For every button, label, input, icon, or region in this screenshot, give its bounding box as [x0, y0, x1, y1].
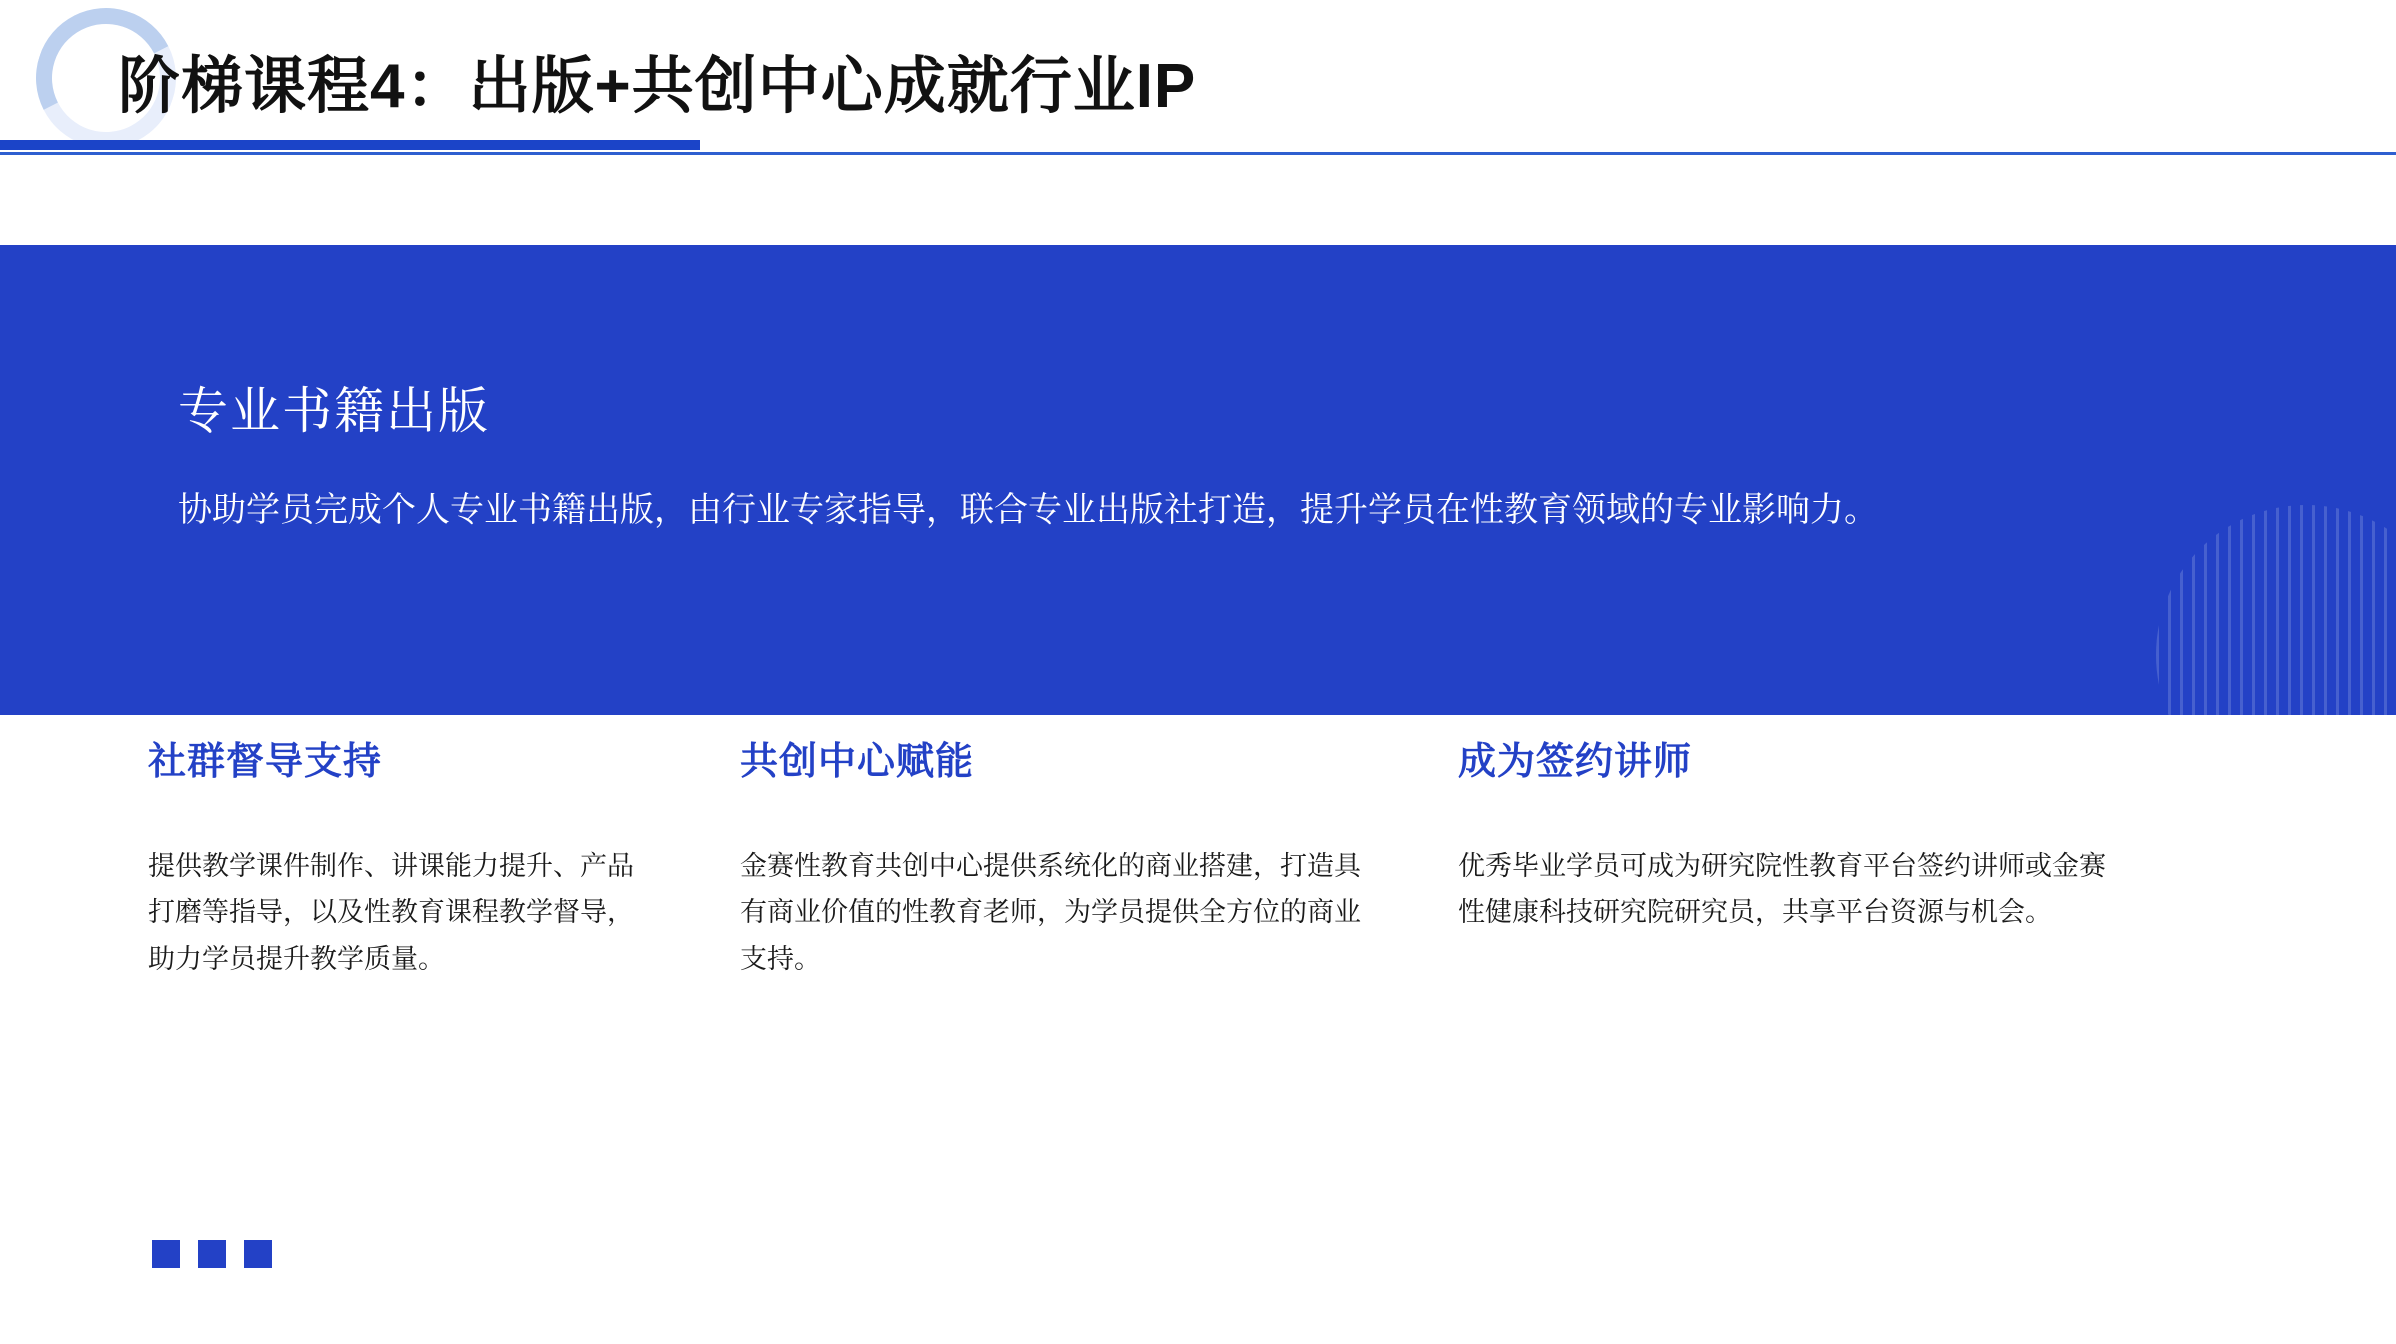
hero-title: 专业书籍出版	[178, 382, 490, 439]
feature-column-body: 优秀毕业学员可成为研究院性教育平台签约讲师或金赛性健康科技研究院研究员，共享平台资源与机会。	[1458, 851, 2106, 928]
hero-body: 协助学员完成个人专业书籍出版，由行业专家指导，联合专业出版社打造，提升学员在性教育领域的专业影响力。	[178, 491, 1878, 529]
header-accent-bar	[0, 140, 700, 150]
feature-column	[0, 730, 718, 982]
feature-column-title: 成为签约讲师	[1458, 741, 1693, 783]
header-divider	[0, 152, 2396, 155]
footer-square-icon	[152, 1240, 180, 1268]
slide-header	[0, 0, 2396, 158]
footer-square-icon	[198, 1240, 226, 1268]
hero-panel	[0, 245, 2396, 715]
feature-column-title: 社群督导支持	[148, 741, 383, 783]
feature-column	[718, 730, 1436, 982]
feature-columns	[0, 730, 2396, 982]
ring-logo-icon-center	[62, 34, 118, 90]
feature-column	[1436, 730, 2196, 982]
page-title: 阶梯课程4：出版+共创中心成就行业IP	[118, 52, 1197, 121]
footer-marks	[152, 1240, 272, 1268]
feature-column-body: 提供教学课件制作、讲课能力提升、产品打磨等指导，以及性教育课程教学督导，助力学员提升教学质量。	[148, 851, 634, 974]
footer-square-icon	[244, 1240, 272, 1268]
feature-column-body: 金赛性教育共创中心提供系统化的商业搭建，打造具有商业价值的性教育老师，为学员提供全方位的商业支持。	[740, 851, 1361, 974]
feature-column-title: 共创中心赋能	[740, 741, 975, 783]
